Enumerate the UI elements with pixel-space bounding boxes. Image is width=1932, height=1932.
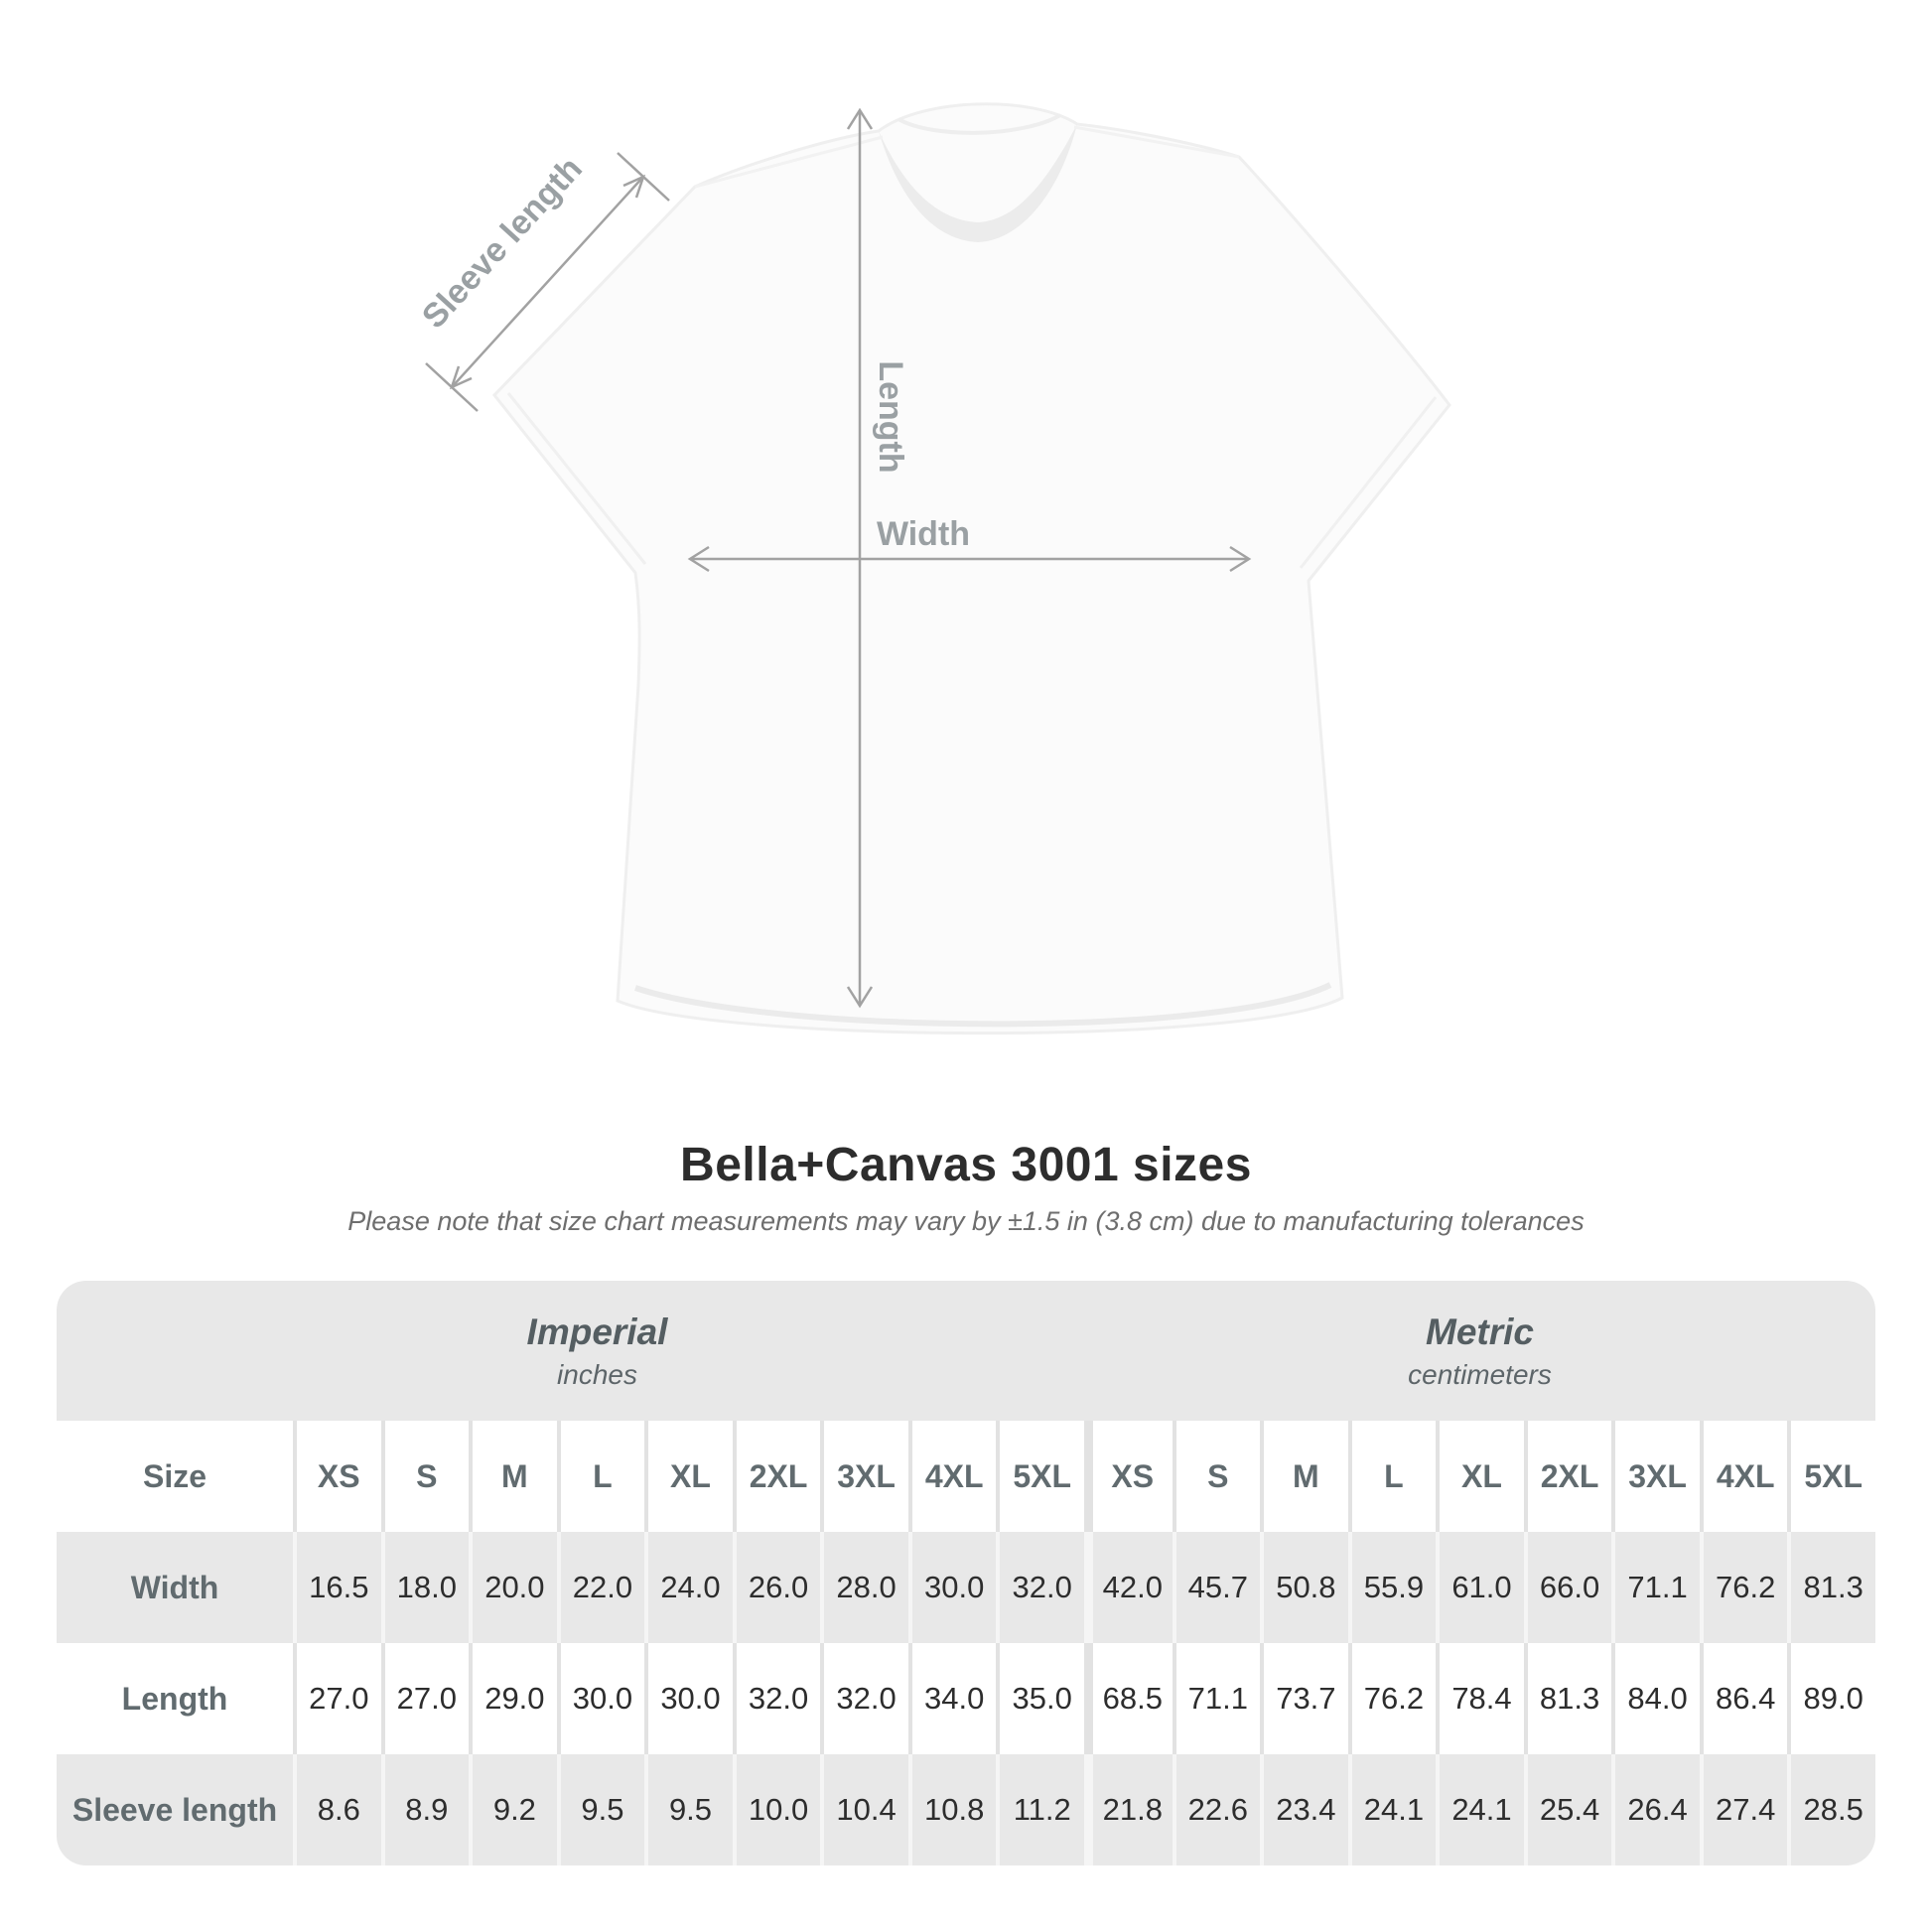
measurement-value: 34.0 [908,1643,997,1754]
measurement-row-label: Sleeve length [71,1791,278,1828]
measurement-value: 81.3 [1524,1643,1612,1754]
size-column-header: L [557,1421,645,1532]
measurement-value: 8.9 [381,1754,470,1865]
measurement-value: 20.0 [469,1532,557,1643]
measurement-value: 11.2 [996,1754,1084,1865]
length-label: Length [872,360,909,474]
table-rows [57,1421,1875,1865]
measurement-value: 9.5 [644,1754,733,1865]
size-column-header: 2XL [733,1421,821,1532]
measurement-value: 28.0 [820,1532,908,1643]
size-header-row [57,1421,1875,1532]
measurement-value: 42.0 [1084,1532,1173,1643]
measurement-row-label: Width [130,1569,219,1605]
measurement-value: 81.3 [1787,1532,1875,1643]
tolerance-note: Please note that size chart measurements may vary by ±1.5 in (3.8 cm) due to manufacturing tolerances [347,1206,1585,1236]
measurement-value: 32.0 [820,1643,908,1754]
imperial-label: Imperial [526,1311,668,1352]
measurement-value: 29.0 [469,1643,557,1754]
width-row [57,1532,1875,1643]
measurement-value: 73.7 [1260,1643,1348,1754]
measurement-value: 22.6 [1173,1754,1261,1865]
unit-header-band [57,1281,1875,1421]
measurement-value: 24.0 [644,1532,733,1643]
measurement-value: 26.4 [1611,1754,1700,1865]
measurement-value: 16.5 [293,1532,381,1643]
imperial-unit-label: inches [557,1358,637,1390]
size-column-header: M [1260,1421,1348,1532]
size-column-header: S [1173,1421,1261,1532]
measurement-value: 30.0 [557,1643,645,1754]
measurement-value: 86.4 [1700,1643,1788,1754]
measurement-value: 21.8 [1084,1754,1173,1865]
size-column-header: L [1348,1421,1437,1532]
measurement-value: 84.0 [1611,1643,1700,1754]
width-label: Width [876,515,971,553]
size-column-label: Size [142,1457,207,1494]
measurement-value: 9.2 [469,1754,557,1865]
measurement-value: 68.5 [1084,1643,1173,1754]
measurement-value: 24.1 [1436,1754,1524,1865]
measurement-value: 32.0 [733,1643,821,1754]
measurement-value: 9.5 [557,1754,645,1865]
measurement-value: 18.0 [381,1532,470,1643]
measurement-value: 26.0 [733,1532,821,1643]
metric-label: Metric [1426,1311,1534,1352]
measurement-value: 23.4 [1260,1754,1348,1865]
size-column-header: 3XL [820,1421,908,1532]
imperial-group-header [83,1281,1111,1421]
measurement-value: 24.1 [1348,1754,1437,1865]
measurement-value: 71.1 [1611,1532,1700,1643]
measurement-value: 78.4 [1436,1643,1524,1754]
measurement-value: 45.7 [1173,1532,1261,1643]
measurement-value: 10.4 [820,1754,908,1865]
size-column-header: 5XL [1787,1421,1875,1532]
metric-group-header [1084,1281,1875,1421]
measurement-value: 27.4 [1700,1754,1788,1865]
measurement-value: 28.5 [1787,1754,1875,1865]
measurement-value: 27.0 [293,1643,381,1754]
size-column-header: 4XL [908,1421,997,1532]
size-column-header: XS [293,1421,381,1532]
measurement-value: 61.0 [1436,1532,1524,1643]
measurement-value: 22.0 [557,1532,645,1643]
length-row [57,1643,1875,1754]
metric-unit-label: centimeters [1408,1358,1552,1390]
size-column-header: 3XL [1611,1421,1700,1532]
size-column-header: XL [644,1421,733,1532]
sleeve-length-row [57,1754,1875,1865]
tshirt-shape [494,104,1449,1034]
size-column-header: 2XL [1524,1421,1612,1532]
measurement-value: 27.0 [381,1643,470,1754]
measurement-value: 71.1 [1173,1643,1261,1754]
size-column-header: XL [1436,1421,1524,1532]
page-title: Bella+Canvas 3001 sizes [680,1139,1252,1191]
measurement-value: 76.2 [1348,1643,1437,1754]
measurement-value: 50.8 [1260,1532,1348,1643]
measurement-value: 30.0 [644,1643,733,1754]
size-column-header: M [469,1421,557,1532]
size-column-header: XS [1084,1421,1173,1532]
measurement-value: 66.0 [1524,1532,1612,1643]
measurement-value: 55.9 [1348,1532,1437,1643]
measurement-row-label: Length [121,1680,228,1717]
sleeve-length-label: Sleeve length [414,149,590,337]
measurement-value: 10.8 [908,1754,997,1865]
size-table [57,1281,1875,1865]
measurement-value: 76.2 [1700,1532,1788,1643]
size-column-header: 5XL [996,1421,1084,1532]
measurement-value: 35.0 [996,1643,1084,1754]
measurement-value: 8.6 [293,1754,381,1865]
measurement-value: 30.0 [908,1532,997,1643]
size-column-header: 4XL [1700,1421,1788,1532]
measurement-value: 89.0 [1787,1643,1875,1754]
measurement-value: 10.0 [733,1754,821,1865]
measurement-value: 25.4 [1524,1754,1612,1865]
measurement-value: 32.0 [996,1532,1084,1643]
size-column-header: S [381,1421,470,1532]
